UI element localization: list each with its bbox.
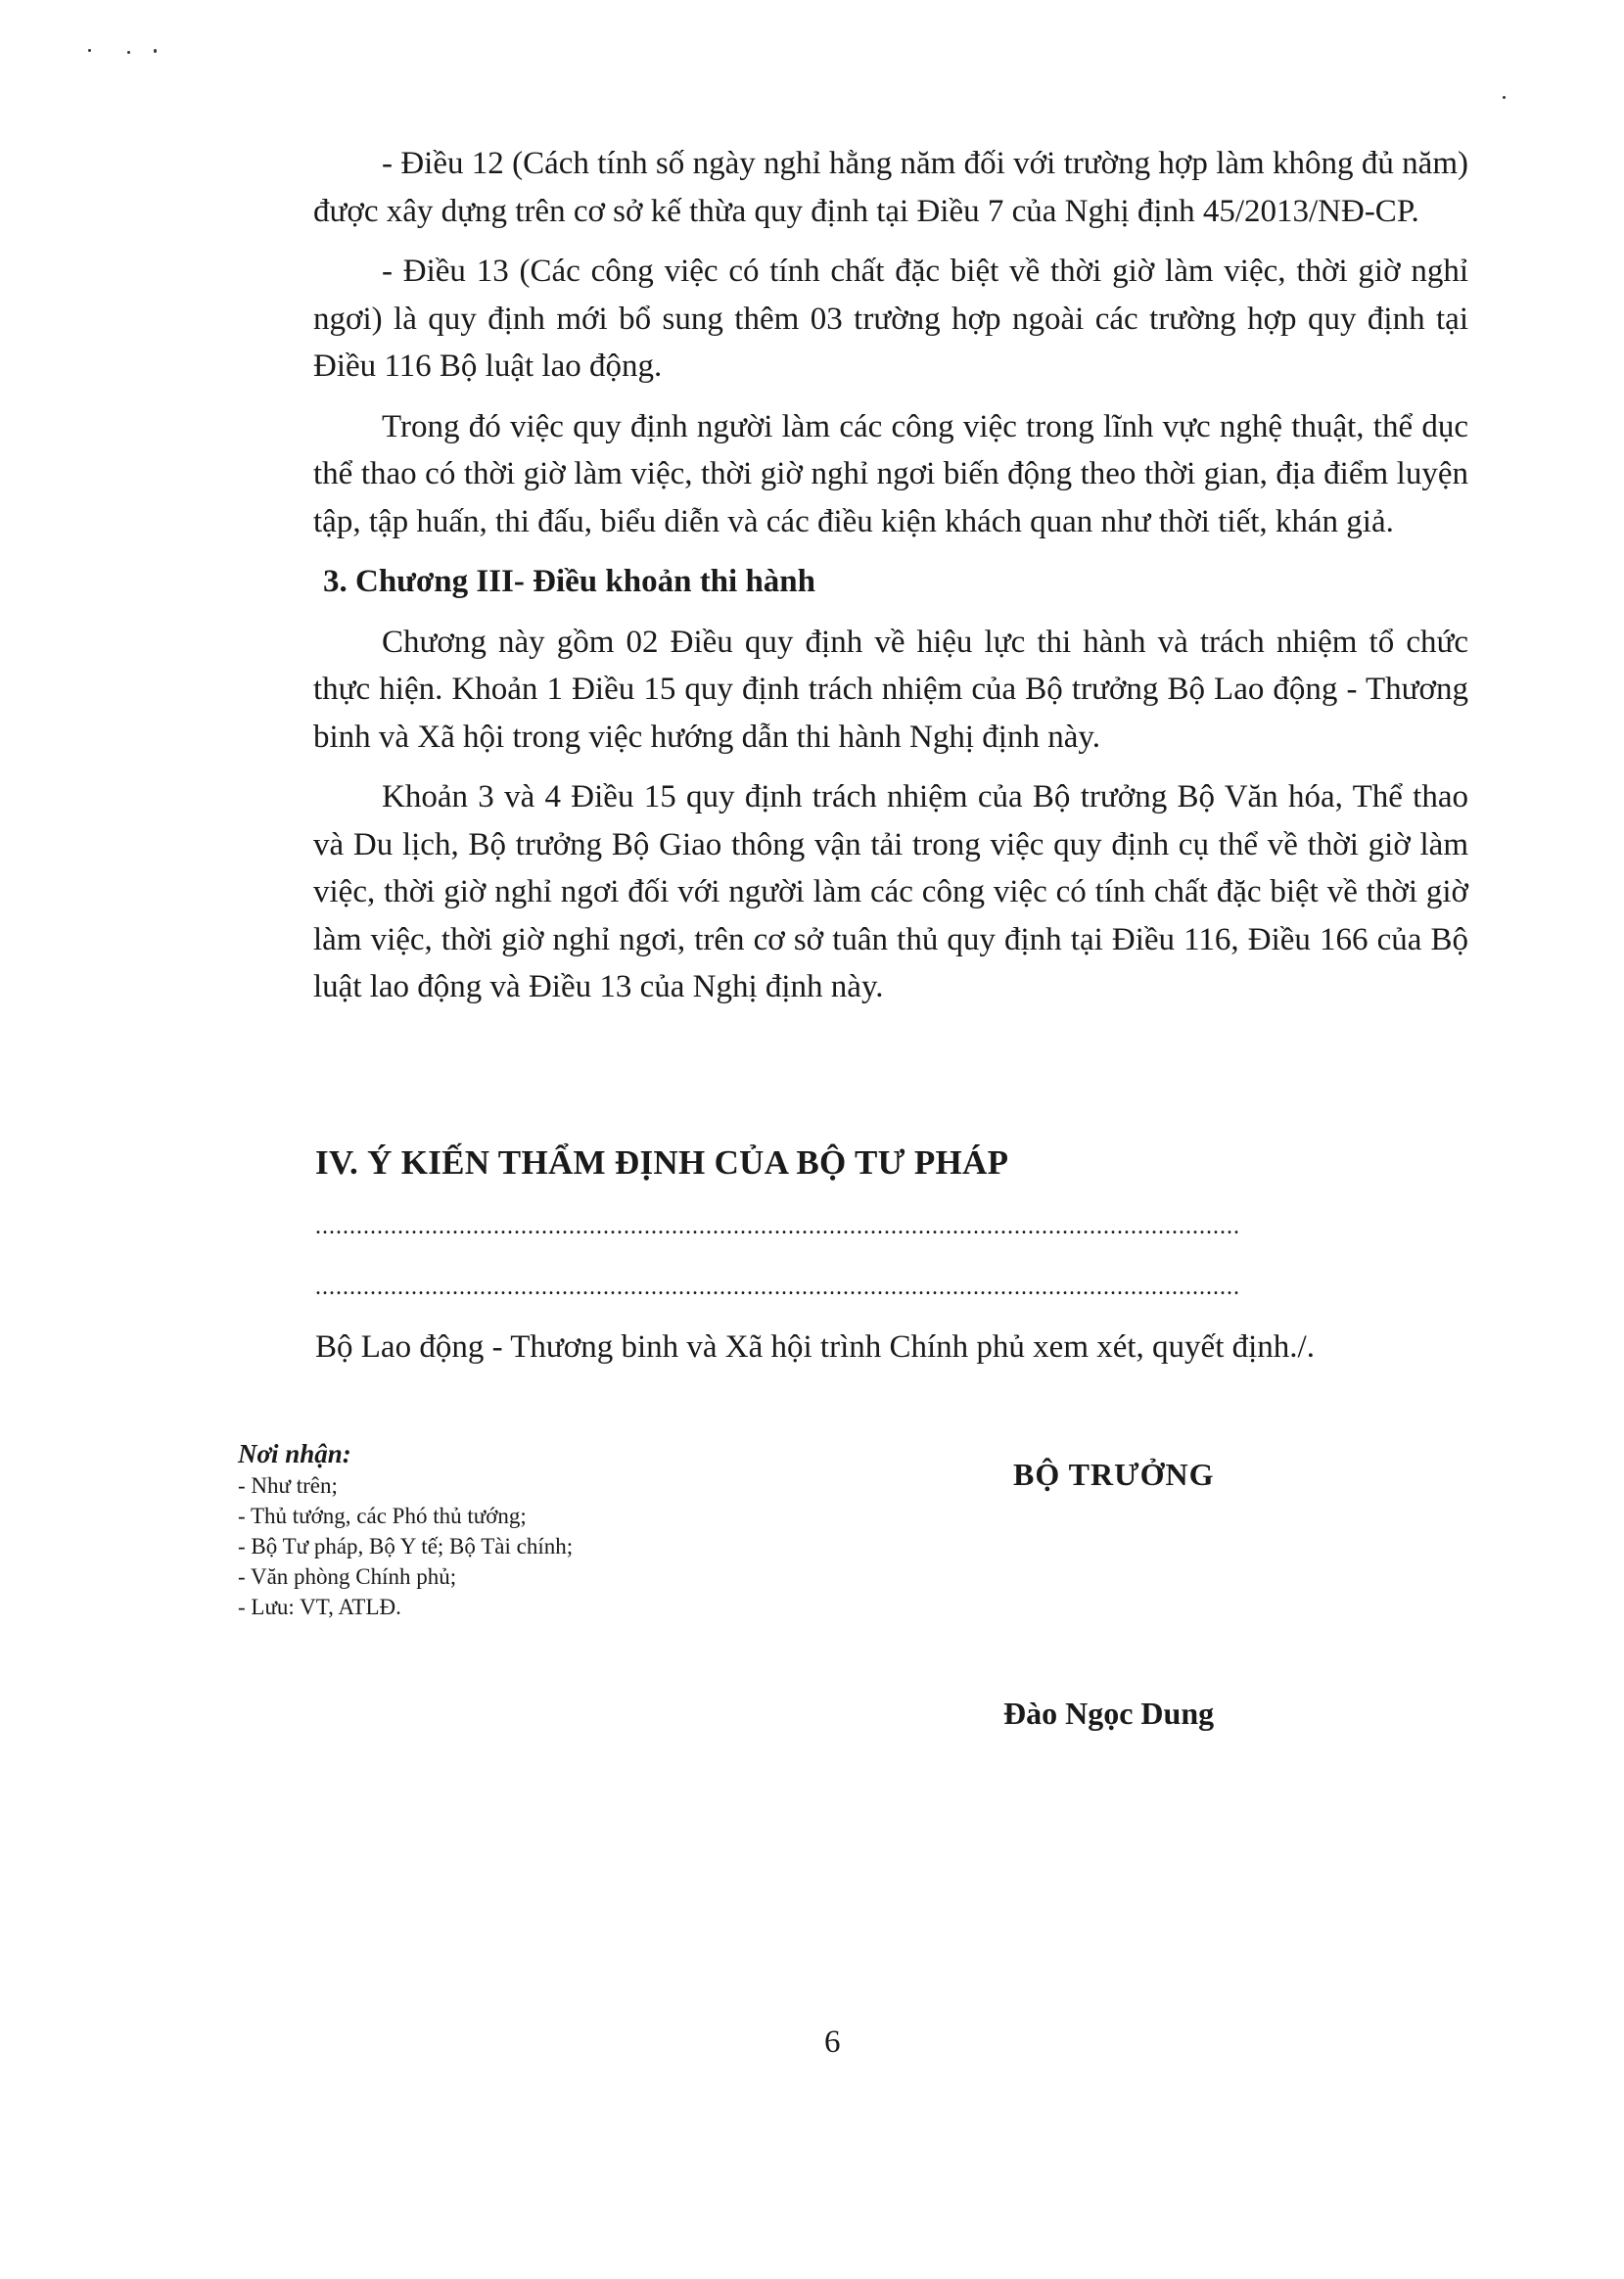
scan-speck (1503, 96, 1506, 99)
closing-statement: Bộ Lao động - Thương binh và Xã hội trình Chính phủ xem xét, quyết định./. (315, 1329, 1315, 1365)
section-4-heading: IV. Ý KIẾN THẨM ĐỊNH CỦA BỘ TƯ PHÁP (315, 1143, 1009, 1182)
paragraph-dieu-12: - Điều 12 (Cách tính số ngày nghỉ hằng năm đối với trường hợp làm không đủ năm) được xây dựng trên cơ sở kế thừa quy định tại Điều 7 của Nghị định 45/2013/NĐ-CP. (313, 146, 1468, 229)
recipient-item: - Bộ Tư pháp, Bộ Y tế; Bộ Tài chính; (238, 1534, 574, 1558)
recipient-item: - Như trên; (238, 1473, 338, 1498)
page-number: 6 (824, 2024, 841, 2060)
signature-name: Đào Ngọc Dung (1003, 1696, 1215, 1731)
paragraph-trong-do: Trong đó việc quy định người làm các công việc trong lĩnh vực nghệ thuật, thể dục thể thao có thời giờ làm việc, thời giờ nghỉ ngơi biến động theo thời gian, địa điểm luyện tập, tập huấn, thi đấu, biểu diễn và các điều kiện khách quan như thời tiết, khán giả. (313, 408, 1468, 539)
section-3-paragraph-2: Khoản 3 và 4 Điều 15 quy định trách nhiệm của Bộ trưởng Bộ Văn hóa, Thể thao và Du lịch, Bộ trưởng Bộ Giao thông vận tải trong việc quy định cụ thể về thời giờ làm việc, thời giờ nghỉ ngơi đối với người làm các công việc có tính chất đặc biệt về thời giờ làm việc, thời giờ nghỉ ngơi, trên cơ sở tuân thủ quy định tại Điều 116, Điều 166 của Bộ luật lao động và Điều 13 của Nghị định này. (313, 779, 1468, 1004)
recipient-item: - Thủ tướng, các Phó thủ tướng; (238, 1504, 527, 1528)
recipient-item: - Văn phòng Chính phủ; (238, 1564, 457, 1589)
dotted-line-1: ....................................................................................................................................... (315, 1214, 1240, 1239)
scan-speck (127, 51, 130, 54)
section-3-heading: 3. Chương III- Điều khoản thi hành (323, 564, 816, 599)
recipients-label: Nơi nhận: (238, 1439, 351, 1468)
section-3-paragraph-1: Chương này gồm 02 Điều quy định về hiệu lực thi hành và trách nhiệm tổ chức thực hiện. Khoản 1 Điều 15 quy định trách nhiệm của Bộ trưởng Bộ Lao động - Thương binh và Xã hội trong việc hướng dẫn thi hành Nghị định này. (313, 624, 1468, 755)
scan-speck (88, 49, 91, 52)
recipient-item: - Lưu: VT, ATLĐ. (238, 1595, 401, 1619)
paragraph-dieu-13: - Điều 13 (Các công việc có tính chất đặc biệt về thời giờ làm việc, thời giờ nghỉ ngơi) là quy định mới bổ sung thêm 03 trường hợp ngoài các trường hợp quy định tại Điều 116 Bộ luật lao động. (313, 254, 1468, 384)
dotted-line-2: ....................................................................................................................................... (315, 1275, 1240, 1300)
recipients-block (238, 1437, 573, 1622)
signature-title: BỘ TRƯỞNG (1013, 1457, 1215, 1492)
scan-speck (154, 49, 157, 53)
body-text-top (313, 140, 1468, 1024)
